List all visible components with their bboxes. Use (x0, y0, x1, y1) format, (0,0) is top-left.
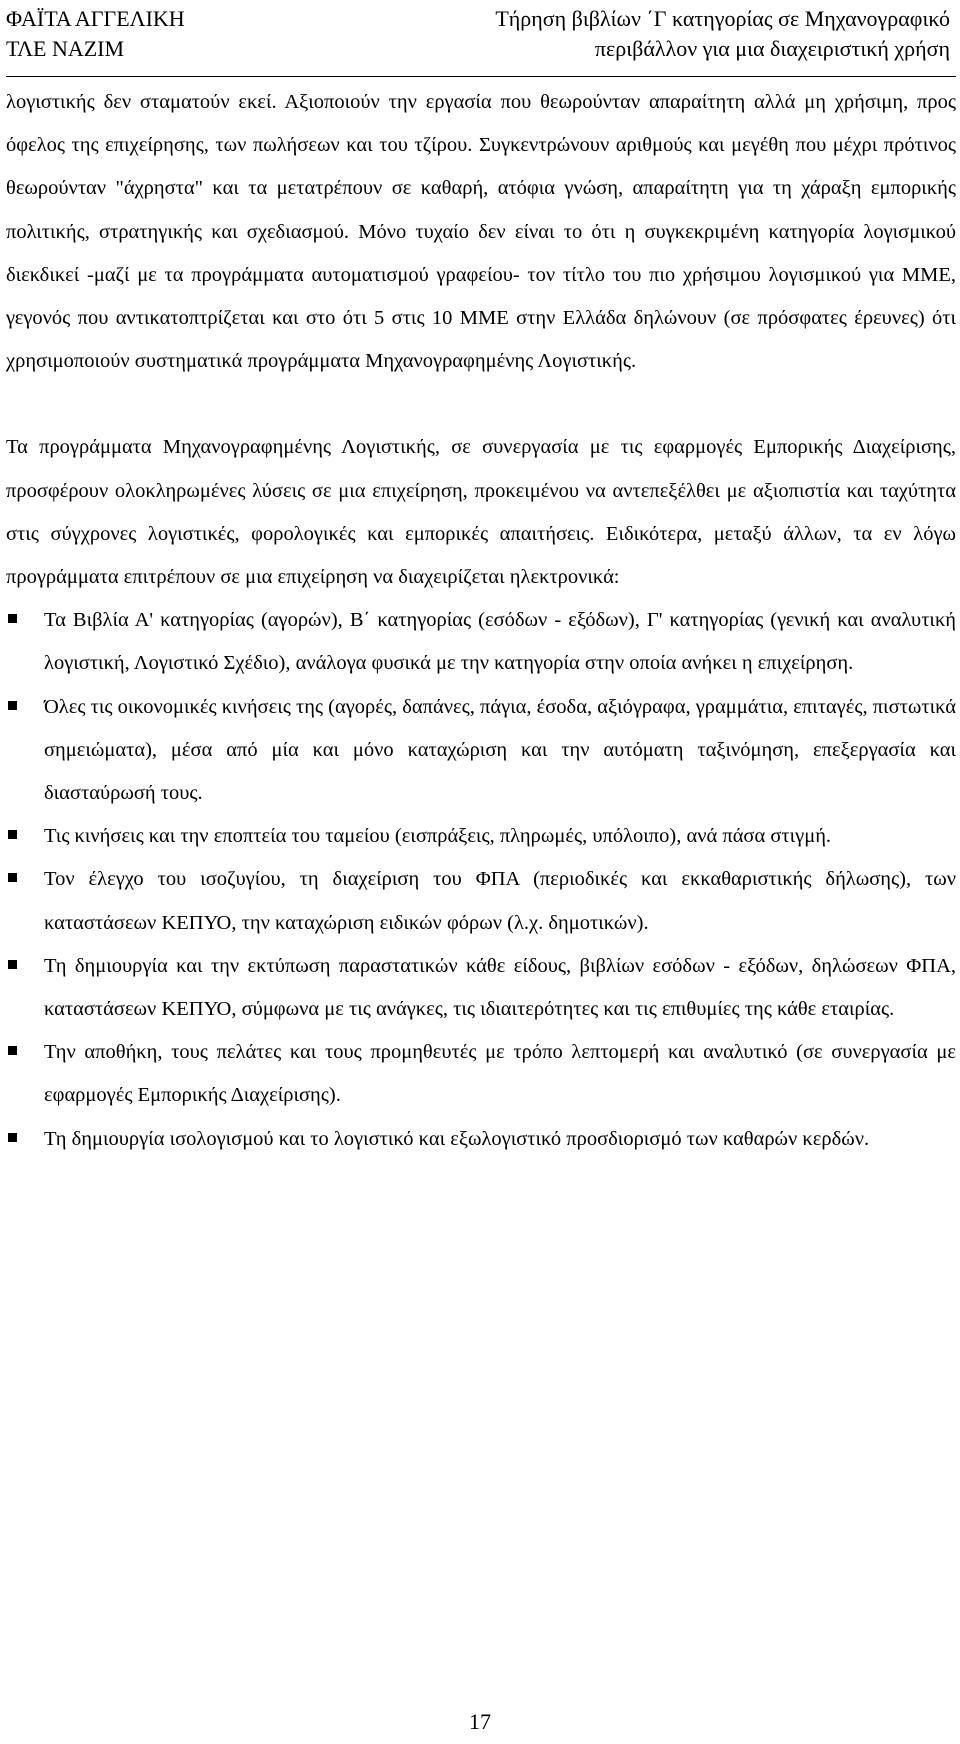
list-item (6, 815, 956, 858)
square-bullet-icon (8, 701, 17, 710)
square-bullet-icon (8, 1133, 17, 1142)
header-title-line-1: Τήρηση βιβλίων ΄Γ κατηγορίας σε Μηχανογραφικό (495, 6, 950, 31)
list-item (6, 686, 956, 816)
list-item (6, 1118, 956, 1161)
list-item-text: Όλες τις οικονομικές κινήσεις της (αγορές, δαπάνες, πάγια, έσοδα, αξιόγραφα, γραμμάτια, επιταγές, πιστωτικά σημειώματα), μέσα από μία και μόνο καταχώριση και την αυτόματη ταξινόμηση, επεξεργασία και διασταύρωσή τους. (44, 695, 956, 805)
list-item (6, 945, 956, 1031)
list-item-text: Τα Βιβλία Α' κατηγορίας (αγορών), Β΄ κατηγορίας (εσόδων - εξόδων), Γ' κατηγορίας (γενική και αναλυτική λογιστική, Λογιστικό Σχέδιο), ανάλογα φυσικά με την κατηγορία στην οποία ανήκει η επιχείρηση. (44, 609, 956, 675)
square-bullet-icon (8, 873, 17, 882)
header-author-block (6, 4, 185, 64)
header-title-line-2: περιβάλλον για μια διαχειριστική χρήση (594, 36, 950, 61)
header-divider (6, 76, 956, 77)
body-paragraph-1: λογιστικής δεν σταματούν εκεί. Αξιοποιούν την εργασία που θεωρούνταν απαραίτητη αλλά μη χρήσιμη, προς όφελος της επιχείρησης, των πωλήσεων και του τζίρου. Συγκεντρώνουν αριθμούς και μεγέθη που μέχρι πρότινος θεωρούνταν "άχρηστα" και τα μετατρέπουν σε καθαρή, ατόφια γνώση, απαραίτητη για τη χάραξη εμπορικής πολιτικής, στρατηγικής και σχεδιασμού. Μόνο τυχαίο δεν είναι το ότι η συγκεκριμένη κατηγορία λογισμικού διεκδικεί -μαζί με τα προγράμματα αυτοματισμού γραφείου- τον τίτλο του πιο χρήσιμου λογισμικού για ΜΜΕ, γεγονός που αντικατοπτρίζεται και στο ότι 5 στις 10 ΜΜΕ στην Ελλάδα δηλώνουν (σε πρόσφατες έρευνες) ότι χρησιμοποιούν συστηματικά προγράμματα Μηχανογραφημένης Λογιστικής. (6, 91, 956, 373)
header-department: ΤΛΕ ΝΑΖΙΜ (6, 36, 125, 61)
list-item-text: Την αποθήκη, τους πελάτες και τους προμηθευτές με τρόπο λεπτομερή και αναλυτικό (σε συνεργασία με εφαρμογές Εμπορικής Διαχείρισης). (44, 1041, 956, 1107)
list-item (6, 599, 956, 685)
header-author-name: ΦΑΪΤΑ ΑΓΓΕΛΙΚΗ (6, 6, 185, 31)
list-item-text: Τις κινήσεις και την εποπτεία του ταμείου (εισπράξεις, πληρωμές, υπόλοιπο), ανά πάσα στιγμή. (44, 825, 832, 848)
square-bullet-icon (8, 960, 17, 969)
page-number: 17 (469, 1709, 491, 1734)
header-title-block (495, 4, 950, 64)
body-paragraph-2: Τα προγράμματα Μηχανογραφημένης Λογιστικής, σε συνεργασία με τις εφαρμογές Εμπορικής Διαχείρισης, προσφέρουν ολοκληρωμένες λύσεις σε μια επιχείρηση, προκειμένου να αντεπεξέλθει με αξιοπιστία και ταχύτητα στις σύγχρονες λογιστικές, φορολογικές και εμπορικές απαιτήσεις. Ειδικότερα, μεταξύ άλλων, τα εν λόγω προγράμματα επιτρέπουν σε μια επιχείρηση να διαχειρίζεται ηλεκτρονικά: (6, 436, 956, 589)
list-item (6, 1031, 956, 1117)
square-bullet-icon (8, 1046, 17, 1055)
list-item-text: Τον έλεγχο του ισοζυγίου, τη διαχείριση του ΦΠΑ (περιοδικές και εκκαθαριστικής δήλωσης), των καταστάσεων ΚΕΠΥΟ, την καταχώριση ειδικών φόρων (λ.χ. δημοτικών). (44, 868, 956, 934)
feature-list (6, 599, 956, 1161)
square-bullet-icon (8, 830, 17, 839)
list-item (6, 858, 956, 944)
document-body (6, 81, 956, 1161)
list-item-text: Τη δημιουργία και την εκτύπωση παραστατικών κάθε είδους, βιβλίων εσόδων - εξόδων, δηλώσεων ΦΠΑ, καταστάσεων ΚΕΠΥΟ, σύμφωνα με τις ανάγκες, τις ιδιαιτερότητες και τις επιθυμίες της κάθε εταιρίας. (44, 954, 956, 1021)
page-header (6, 4, 958, 86)
square-bullet-icon (8, 614, 17, 623)
list-item-text: Τη δημιουργία ισολογισμού και το λογιστικό και εξωλογιστικό προσδιορισμό των καθαρών κερδών. (44, 1127, 870, 1150)
